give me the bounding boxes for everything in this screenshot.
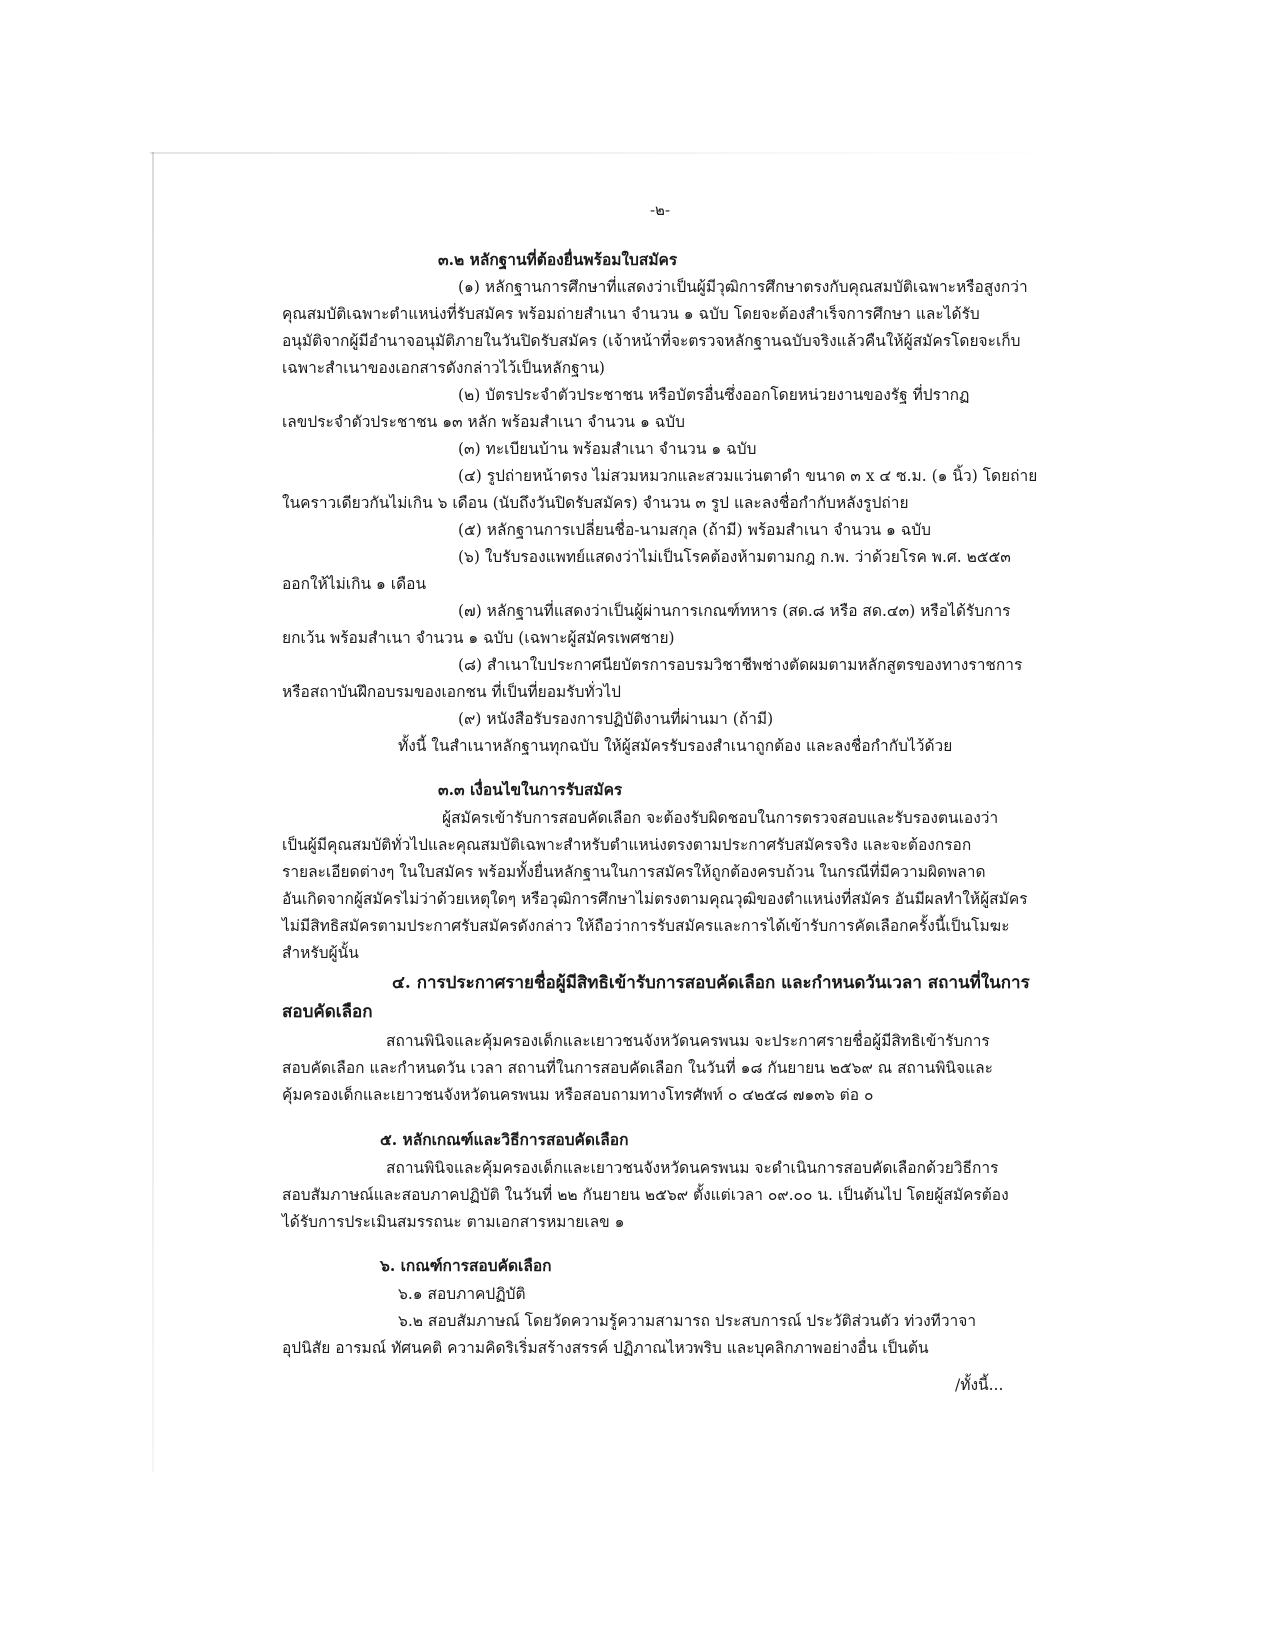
s32-line-7: (๓) ทะเบียนบ้าน พร้อมสำเนา จำนวน ๑ ฉบับ — [458, 440, 757, 458]
section-4-heading-cont: สอบคัดเลือก — [282, 1002, 373, 1022]
s4-line-2: สอบคัดเลือก และกำหนดวัน เวลา สถานที่ในการสอบคัดเลือก ในวันที่ ๑๘ กันยายน ๒๕๖๙ ณ สถานพินิจและ — [282, 1059, 993, 1077]
s5-line-1: สถานพินิจและคุ้มครองเด็กและเยาวชนจังหวัดนครพนม จะดำเนินการสอบคัดเลือกด้วยวิธีการ — [386, 1159, 999, 1177]
section-3-2-heading: ๓.๒ หลักฐานที่ต้องยื่นพร้อมใบสมัคร — [438, 250, 678, 269]
s5-line-2: สอบสัมภาษณ์และสอบภาคปฏิบัติ ในวันที่ ๒๒ กันยายน ๒๕๖๙ ตั้งแต่เวลา ๐๙.๐๐ น. เป็นต้นไป โดยผู้สมัครต้อง — [282, 1186, 1009, 1204]
section-4-heading: ๔. การประกาศรายชื่อผู้มีสิทธิเข้ารับการสอบคัดเลือก และกำหนดวันเวลา สถานที่ในการ — [392, 973, 1030, 993]
s32-line-2: คุณสมบัติเฉพาะตำแหน่งที่รับสมัคร พร้อมถ่ายสำเนา จำนวน ๑ ฉบับ โดยจะต้องสำเร็จการศึกษา และได้รับ — [282, 305, 980, 323]
s32-line-13: (๗) หลักฐานที่แสดงว่าเป็นผู้ผ่านการเกณฑ์ทหาร (สด.๘ หรือ สด.๔๓) หรือได้รับการ — [458, 602, 1011, 620]
section-5-heading: ๕. หลักเกณฑ์และวิธีการสอบคัดเลือก — [380, 1130, 629, 1149]
s33-line-1: ผู้สมัครเข้ารับการสอบคัดเลือก จะต้องรับผิดชอบในการตรวจสอบและรับรองตนเองว่า — [442, 809, 999, 827]
section-6-heading: ๖. เกณฑ์การสอบคัดเลือก — [380, 1256, 552, 1275]
s6-line-3: อุปนิสัย อารมณ์ ทัศนคติ ความคิดริเริ่มสร้างสรรค์ ปฏิภาณไหวพริบ และบุคลิกภาพอย่างอื่น เป็นต้น — [282, 1339, 929, 1357]
s32-line-5: (๒) บัตรประจำตัวประชาชน หรือบัตรอื่นซึ่งออกโดยหน่วยงานของรัฐ ที่ปรากฏ — [458, 386, 970, 404]
scan-edge-left — [152, 152, 154, 1472]
s33-line-5: ไม่มีสิทธิสมัครตามประกาศรับสมัครดังกล่าว ให้ถือว่าการรับสมัครและการได้เข้ารับการคัดเลือกครั้งนี้เป็นโมฆะ — [282, 917, 1010, 935]
s6-line-1: ๖.๑ สอบภาคปฏิบัติ — [398, 1285, 526, 1303]
s33-line-2: เป็นผู้มีคุณสมบัติทั่วไปและคุณสมบัติเฉพาะสำหรับตำแหน่งตรงตามประกาศรับสมัครจริง และจะต้องกรอก — [282, 836, 972, 854]
s32-line-3: อนุมัติจากผู้มีอำนาจอนุมัติภายในวันปิดรับสมัคร (เจ้าหน้าที่จะตรวจหลักฐานฉบับจริงแล้วคืนให้ผู้สมัครโดยจะเก็บ — [282, 332, 1021, 350]
s4-line-1: สถานพินิจและคุ้มครองเด็กและเยาวชนจังหวัดนครพนม จะประกาศรายชื่อผู้มีสิทธิเข้ารับการ — [386, 1032, 990, 1050]
s32-line-6: เลขประจำตัวประชาชน ๑๓ หลัก พร้อมสำเนา จำนวน ๑ ฉบับ — [282, 413, 685, 431]
s4-line-3: คุ้มครองเด็กและเยาวชนจังหวัดนครพนม หรือสอบถามทางโทรศัพท์ ๐ ๔๒๕๘ ๗๑๓๖ ต่อ ๐ — [282, 1086, 874, 1104]
s32-line-16: หรือสถาบันฝึกอบรมของเอกชน ที่เป็นที่ยอมรับทั่วไป — [282, 683, 621, 701]
s32-line-18: ทั้งนี้ ในสำเนาหลักฐานทุกฉบับ ให้ผู้สมัครรับรองสำเนาถูกต้อง และลงชื่อกำกับไว้ด้วย — [398, 737, 953, 755]
s33-line-4: อันเกิดจากผู้สมัครไม่ว่าด้วยเหตุใดๆ หรือวุฒิการศึกษาไม่ตรงตามคุณวุฒิของตำแหน่งที่สมัคร อันมีผลทำให้ผู้สมัคร — [282, 890, 1028, 908]
s32-line-4: เฉพาะสำเนาของเอกสารดังกล่าวไว้เป็นหลักฐาน) — [282, 359, 605, 377]
section-3-3-heading: ๓.๓ เงื่อนไขในการรับสมัคร — [438, 780, 623, 799]
s5-line-3: ได้รับการประเมินสมรรถนะ ตามเอกสารหมายเลข ๑ — [282, 1213, 625, 1231]
s32-line-12: ออกให้ไม่เกิน ๑ เดือน — [282, 575, 427, 593]
s33-line-3: รายละเอียดต่างๆ ในใบสมัคร พร้อมทั้งยื่นหลักฐานในการสมัครให้ถูกต้องครบถ้วน ในกรณีที่มีความผิดพลาด — [282, 863, 986, 881]
page-number: -๒- — [649, 201, 671, 219]
s32-line-17: (๙) หนังสือรับรองการปฏิบัติงานที่ผ่านมา (ถ้ามี) — [458, 710, 774, 728]
s6-line-2: ๖.๒ สอบสัมภาษณ์ โดยวัดความรู้ความสามารถ ประสบการณ์ ประวัติส่วนตัว ท่วงทีวาจา — [398, 1312, 977, 1330]
s32-line-15: (๘) สำเนาใบประกาศนียบัตรการอบรมวิชาชีพช่างตัดผมตามหลักสูตรของทางราชการ — [458, 656, 1023, 674]
scan-edge-top — [150, 152, 1090, 154]
s33-line-6: สำหรับผู้นั้น — [282, 944, 359, 962]
s32-line-1: (๑) หลักฐานการศึกษาที่แสดงว่าเป็นผู้มีวุฒิการศึกษาตรงกับคุณสมบัติเฉพาะหรือสูงกว่า — [458, 278, 1028, 296]
s32-line-11: (๖) ใบรับรองแพทย์แสดงว่าไม่เป็นโรคต้องห้ามตามกฎ ก.พ. ว่าด้วยโรค พ.ศ. ๒๕๕๓ — [458, 548, 1011, 566]
s32-line-8: (๔) รูปถ่ายหน้าตรง ไม่สวมหมวกและสวมแว่นตาดำ ขนาด ๓ x ๔ ซ.ม. (๑ นิ้ว) โดยถ่าย — [458, 467, 1038, 485]
s32-line-14: ยกเว้น พร้อมสำเนา จำนวน ๑ ฉบับ (เฉพาะผู้สมัครเพศชาย) — [282, 629, 675, 647]
s32-line-10: (๕) หลักฐานการเปลี่ยนชื่อ-นามสกุล (ถ้ามี) พร้อมสำเนา จำนวน ๑ ฉบับ — [458, 521, 931, 539]
continuation-marker: /ทั้งนี้... — [955, 1376, 1004, 1394]
s32-line-9: ในคราวเดียวกันไม่เกิน ๖ เดือน (นับถึงวันปิดรับสมัคร) จำนวน ๓ รูป และลงชื่อกำกับหลังรูปถ่าย — [282, 494, 909, 512]
